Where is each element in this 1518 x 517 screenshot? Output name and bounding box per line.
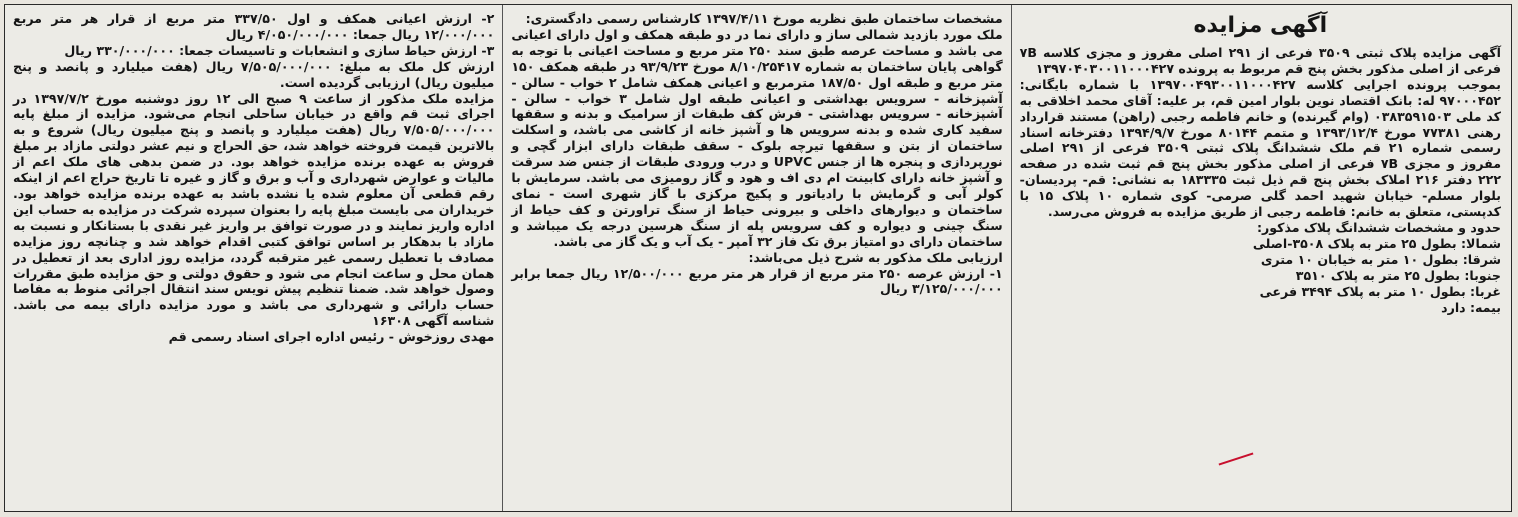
valuation-item-3: ۳- ارزش حیاط سازی و انشعابات و تاسیسات جمعا: ۳۳۰/۰۰۰/۰۰۰ ریال: [64, 42, 495, 58]
notice-column-right: [1012, 5, 1511, 511]
notice-title: آگهی مزایده: [1193, 13, 1328, 38]
valuation-item-1: ۱- ارزش عرصه ۲۵۰ متر مربع از قرار هر متر مربع ۱۲/۵۰۰/۰۰۰ ریال جمعا برابر ۳/۱۲۵/۰۰۰/۰۰۰ ریال: [511, 265, 1003, 297]
bound-south: جنوبا: بطول ۲۵ متر به پلاک ۳۵۱۰: [1295, 267, 1501, 283]
bounds-title: حدود و مشخصات ششدانگ پلاک مذکور:: [1256, 219, 1501, 235]
bound-north: شمالا: بطول ۲۵ متر به پلاک ۳۵۰۸-اصلی: [1252, 235, 1501, 251]
notice-intro: آگهی مزایده پلاک ثبتی ۳۵۰۹ فرعی از ۲۹۱ اصلی مفروز و مجزی کلاسه ۷B فرعی از اصلی مذکور بخش پنج قم مربوط به پرونده ۱۳۹۷۰۴۰۳۰۰۱۱۰۰۰۴۲۷: [1019, 45, 1501, 76]
valuation-total: ارزش کل ملک به مبلغ: ۷/۵۰۵/۰۰۰/۰۰۰ ریال (هفت میلیارد و پانصد و پنج میلیون ریال) ارزیابی گردیده است.: [12, 58, 495, 90]
notice-column-left: [5, 5, 502, 511]
auction-terms: مزایده ملک مذکور از ساعت ۹ صبح الی ۱۲ روز دوشنبه مورخ ۱۳۹۷/۷/۲ در اجرای ثبت قم واقع در خیابان ساحلی انجام می‌شود. مزایده از مبلغ پایه ۷/۵۰۵/۰۰۰/۰۰۰ ریال (هفت میلیارد و پانصد و پنج میلیون ریال) شروع و به بالاترین قیمت فروخته خواهد شد، حق الحراج و نیم عشر دولتی مازاد بر مبلغ فروش به عهده برنده مزایده خواهد بود. در ضمن بدهی های ملک اعم از مالیات و عوارض شهرداری و آب و برق و گاز و غیره تا تاریخ حراج اعم از اینکه رقم قطعی آن معلوم شده یا نشده باشد به عهده برنده مزایده خواهد بود. خریداران می بایست مبلغ پایه را بعنوان سپرده شرکت در مزایده به حساب این اداره واریز نمایند و در صورت توافق بر واریز غیر نقدی با بستانکار و نسبت به مازاد با بدهکار بر اساس توافق کتبی اقدام خواهد شد و چنانچه روز مزایده مصادف با تعطیل رسمی غیر مترقبه گردد، مزایده روز اداری بعد از تعطیل در همان محل و ساعت انجام می شود و حقوق دولتی و حق مزایده طبق مقررات وصول خواهد شد. ضمنا تنظیم پیش نویس سند انتقال اجرائی منوط به مفاصا حساب دارائی و شهرداری می باشد و مورد مزایده دارای بیمه می باشد. شناسه آگهی ۱۶۳۰۸: [12, 90, 495, 329]
notice-case-body: بموجب پرونده اجرایی کلاسه ۱۳۹۷۰۰۴۹۳۰۰۱۱۰۰۰۴۲۷ با شماره بایگانی: ۹۷۰۰۰۴۵۲ له: بانک اقتصاد نوین بلوار امین قم، بر علیه: آقای محمد اخلاقی به کد ملی ۰۳۸۳۵۹۱۵۰۳ (وام گیرنده) و خانم فاطمه رجبی (راهن) مستند قرارداد رهنی ۷۷۳۸۱ مورخ ۱۳۹۳/۱۲/۴ و متمم ۸۰۱۴۴ مورخ ۱۳۹۴/۹/۷ دفترخانه اسناد رسمی شماره ۲۱ قم ملک ششدانگ پلاک ثبتی ۳۵۰۹ فرعی از ۲۹۱ اصلی مفروز و مجزی ۷B فرعی از اصلی مذکور بخش پنج قم ثبت شده در صفحه ۲۲۲ دفتر ۲۱۶ املاک بخش پنج قم ذیل ثبت ۱۸۳۳۳۵ به نشانی: قم- پردیسان- بلوار مسلم- خیابان شهید احمد گلی صرمی- کوی شماره ۱۰ پلاک ۱۵ با کدپستی، متعلق به خانم: فاطمه رجبی از طریق مزایده به فروش می‌رسد.: [1019, 76, 1502, 220]
building-description: ملک مورد بازدید شمالی ساز و دارای نما در دو طبقه همکف و اول دارای اعیانی می باشد و مساحت عرصه طبق سند ۲۵۰ متر مربع و مساحت اعیانی با توجه به گواهی پایان ساختمان به شماره ۸/۱۰/۲۵۴۱۷ مورخ ۹۳/۹/۲۳ در طبقه همکف ۱۵۰ متر مربع و طبقه اول ۱۸۷/۵۰ مترمربع و اعیانی همکف شامل ۲ خواب - سالن - آشپزخانه - سرویس بهداشتی و اعیانی طبقه اول شامل ۳ خواب - سالن - آشپزخانه - سرویس بهداشتی - فرش کف طبقات از سرامیک و بدنه و سقفها سفید کاری شده و بدنه سرویس ها و آشپز خانه از کاشی می باشد، و اسکلت ساختمان از بتن و سقفها تیرچه بلوک - سقف طبقات دارای ابزار گچی و نورپردازی و پنجره ها از جنس UPVC و درب ورودی طبقات از جنس ضد سرقت و آشپز خانه دارای کابینت ام دی اف و هود و گاز رومیزی می باشد. سرمایش با کولر آبی و گرمایش با رادیاتور و پکیج مرکزی با گاز شهری است - نمای ساختمان و دیوارهای داخلی و بیرونی حیاط از سنگ تراورتن و کف حیاط از سنگ چینی و دیواره و کف سرویس پله از سنگ هرسین درجه یک میباشد و ساختمان دارای دو امتیاز برق تک فاز ۳۲ آمپر - یک آب و یک گاز می باشد.: [511, 26, 1003, 249]
valuation-heading: ارزیابی ملک مذکور به شرح ذیل می‌باشد:: [748, 249, 1003, 265]
valuation-item-2: ۲- ارزش اعیانی همکف و اول ۳۳۷/۵۰ متر مربع از قرار هر متر مربع ۱۲/۰۰۰/۰۰۰ ریال جمعا: ۴/۰۵۰/۰۰۰/۰۰۰ ریال: [12, 11, 495, 42]
signature-line: مهدی روزخوش - رئیس اداره اجرای اسناد رسمی قم: [168, 329, 495, 345]
bound-east: شرقا: بطول ۱۰ متر به خیابان ۱۰ متری: [1260, 251, 1501, 267]
auction-notice: [4, 4, 1512, 512]
insurance-status: بیمه: دارد: [1441, 299, 1501, 315]
bound-west: غربا: بطول ۱۰ متر به پلاک ۳۴۹۴ فرعی: [1259, 283, 1501, 299]
notice-column-middle: [502, 5, 1011, 511]
building-specs-heading: مشخصات ساختمان طبق نظریه مورخ ۱۳۹۷/۴/۱۱ کارشناس رسمی دادگستری:: [525, 11, 1003, 26]
